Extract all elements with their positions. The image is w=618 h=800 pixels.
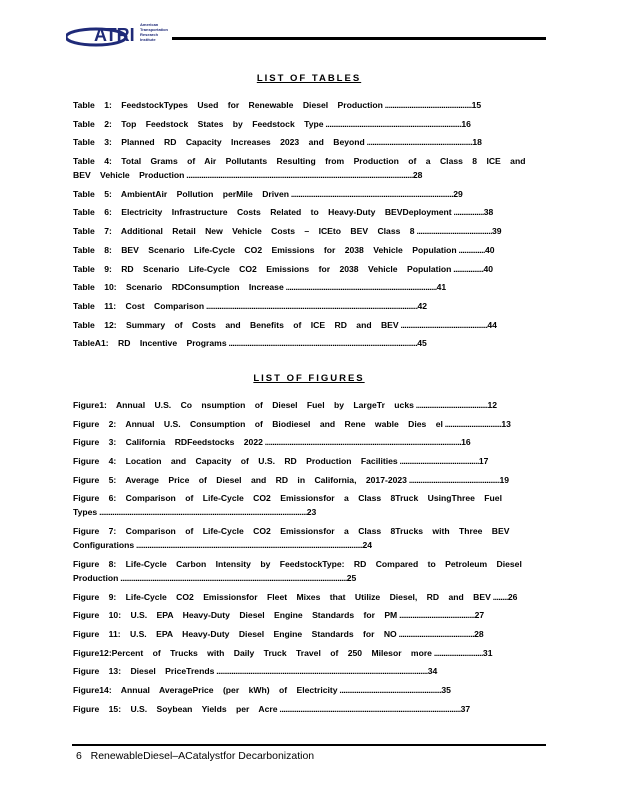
- table-entry[interactable]: [73, 117, 526, 131]
- dot-leader: ................: [451, 263, 484, 274]
- figure-title: Figure 9: Life-Cycle CO2 Emissionsfor Fleet Mixes that Utilize Diesel, RD and BEV: [73, 591, 491, 602]
- dot-leader: ..............................................................................................................: [97, 507, 307, 518]
- table-entry[interactable]: [73, 205, 526, 219]
- figure-page-number: 25: [346, 572, 357, 583]
- figures-list: [73, 398, 526, 720]
- logo-text: ATRI: [94, 25, 135, 45]
- tables-list: [73, 98, 526, 355]
- table-page-number: 39: [491, 226, 502, 237]
- table-title: TableA1: RD Incentive Programs: [73, 338, 227, 349]
- dot-leader: ........................................................................: [323, 118, 462, 129]
- figure-title: Figure1: Annual U.S. Co nsumption of Diesel Fuel by LargeTr ucks: [73, 400, 414, 410]
- figure-entry[interactable]: [73, 417, 526, 431]
- dot-leader: ........................................................................................................: [262, 437, 462, 448]
- figure-title: Figure 5: Average Price of Diesel and RD in California, 2017-2023: [73, 474, 407, 485]
- figure-entry[interactable]: [73, 454, 526, 468]
- dot-leader: ......................................................................................: [288, 188, 454, 199]
- table-entry[interactable]: [73, 224, 526, 238]
- footer-title: RenewableDiesel–ACatalystfor Decarbonization: [90, 750, 315, 762]
- table-title: Table 6: Electricity Infrastructure Costs Related to Heavy-Duty BEVDeployment: [73, 207, 452, 218]
- figure-entry[interactable]: [73, 627, 526, 641]
- dot-leader: ................................................................................................................: [204, 300, 418, 311]
- dot-leader: ..............................................: [382, 100, 472, 110]
- header-rule: [172, 37, 546, 40]
- table-title: Table 3: Planned RD Capacity Increases 2023 and Beyond: [73, 137, 365, 148]
- table-page-number: 38: [483, 207, 494, 218]
- figure-entry[interactable]: [73, 473, 526, 487]
- table-entry[interactable]: [73, 135, 526, 149]
- table-page-number: 44: [487, 319, 497, 330]
- table-entry[interactable]: [73, 318, 526, 332]
- dot-leader: ....................................................................................................: [226, 338, 418, 349]
- table-entry[interactable]: [73, 262, 526, 276]
- dot-leader: ........................................................: [364, 137, 473, 148]
- table-page-number: 42: [417, 300, 428, 311]
- figure-title: Figure14: Annual AveragePrice (per kWh) of Electricity: [73, 684, 338, 695]
- table-page-number: 41: [436, 282, 447, 293]
- table-title: Table 1: FeedstockTypes Used for Renewable Diesel Production: [73, 100, 383, 110]
- figure-page-number: 31: [482, 647, 493, 658]
- dot-leader: ........................................................................................................................: [184, 170, 413, 181]
- footer-page-number: 6: [76, 750, 82, 762]
- footer-rule: [72, 744, 546, 746]
- figure-title: Figure12:Percent of Trucks with Daily Truck Travel of 250 Milesor more: [73, 647, 432, 658]
- figure-title: Figure 8: Life-Cycle Carbon Intensity by FeedstockType: RD Compared to Petroleum Diesel Production: [73, 558, 522, 583]
- figure-page-number: 26: [507, 591, 518, 602]
- dot-leader: ................................................................................................: [277, 703, 461, 714]
- figure-title: Figure 15: U.S. Soybean Yields per Acre: [73, 703, 278, 714]
- dot-leader: ..............................................: [398, 319, 488, 330]
- figure-entry[interactable]: [73, 524, 526, 552]
- table-title: Table 2: Top Feedstock States by Feedstock Type: [73, 118, 324, 129]
- figure-title: Figure 2: Annual U.S. Consumption of Biodiesel and Rene wable Dies el: [73, 418, 443, 429]
- dot-leader: ......................................: [413, 400, 488, 410]
- table-page-number: 18: [472, 137, 482, 148]
- dot-leader: ........................................: [414, 226, 492, 237]
- table-page-number: 40: [484, 244, 495, 255]
- table-entry[interactable]: [73, 336, 526, 350]
- dot-leader: ................: [451, 207, 484, 218]
- table-entry[interactable]: [73, 243, 526, 257]
- figure-title: Figure 6: Comparison of Life-Cycle CO2 Emissionsfor a Class 8Truck UsingThree Fuel Types: [73, 493, 502, 518]
- figure-title: Figure 10: U.S. EPA Heavy-Duty Diesel Engine Standards for PM: [73, 610, 398, 621]
- figures-heading: LIST OF FIGURES: [253, 373, 365, 384]
- table-page-number: 15: [471, 100, 482, 110]
- table-title: Table 11: Cost Comparison: [73, 300, 205, 311]
- table-page-number: 45: [417, 338, 427, 349]
- table-entry[interactable]: [73, 154, 526, 182]
- table-title: Table 8: BEV Scenario Life-Cycle CO2 Emissions for 2038 Vehicle Population: [73, 244, 457, 255]
- table-page-number: 40: [483, 263, 494, 274]
- tables-heading: LIST OF TABLES: [256, 73, 362, 84]
- figure-entry[interactable]: [73, 491, 526, 519]
- dot-leader: ........................................: [397, 610, 475, 621]
- figure-entry[interactable]: [73, 398, 526, 412]
- figure-entry[interactable]: [73, 664, 526, 678]
- dot-leader: ........................................: [396, 628, 475, 639]
- dot-leader: ..........................: [431, 647, 483, 658]
- dot-leader: ..........................................: [397, 456, 479, 467]
- figure-title: Figure 7: Comparison of Life-Cycle CO2 Emissionsfor a Class 8Trucks with Three BEV Configurations: [73, 526, 510, 551]
- dot-leader: ........................................................................................................................: [134, 540, 363, 551]
- figure-entry[interactable]: [73, 557, 526, 585]
- figure-page-number: 19: [499, 474, 510, 485]
- figure-entry[interactable]: [73, 590, 526, 604]
- footer: [76, 750, 314, 762]
- figure-title: Figure 4: Location and Capacity of U.S. RD Production Facilities: [73, 456, 398, 467]
- figure-title: Figure 13: Diesel PriceTrends: [73, 666, 215, 677]
- figure-title: Figure 3: California RDFeedstocks 2022: [73, 437, 263, 448]
- table-title: Table 9: RD Scenario Life-Cycle CO2 Emissions for 2038 Vehicle Population: [73, 263, 452, 274]
- dot-leader: ........................................................................................................................: [118, 572, 347, 583]
- figure-page-number: 12: [487, 400, 498, 410]
- table-entry[interactable]: [73, 280, 526, 294]
- logo-subtitle: American Transportation Research Institute: [140, 22, 169, 42]
- table-entry[interactable]: [73, 187, 526, 201]
- dot-leader: ..............: [456, 244, 485, 255]
- table-page-number: 28: [412, 170, 423, 181]
- table-title: Table 5: AmbientAir Pollution perMile Driven: [73, 188, 289, 199]
- figure-page-number: 16: [461, 437, 471, 448]
- table-title: Table 7: Additional Retail New Vehicle Costs – ICEto BEV Class 8: [73, 226, 415, 237]
- figure-page-number: 27: [474, 610, 485, 621]
- dot-leader: ................................................................................: [283, 282, 437, 293]
- dot-leader: ................................................: [406, 474, 500, 485]
- table-entry[interactable]: [73, 299, 526, 313]
- dot-leader: ................................................................................................................: [214, 666, 428, 677]
- table-title: Table 10: Scenario RDConsumption Increase: [73, 282, 284, 293]
- figure-entry[interactable]: [73, 683, 526, 697]
- dot-leader: ......................................................: [337, 684, 442, 695]
- figure-page-number: 37: [460, 703, 471, 714]
- figure-entry[interactable]: [73, 702, 526, 716]
- figure-page-number: 13: [501, 418, 511, 429]
- figure-page-number: 28: [474, 628, 484, 639]
- table-title: Table 4: Total Grams of Air Pollutants Resulting from Production of a Class 8 ICE and BEV Vehicle Production: [73, 156, 526, 181]
- figure-page-number: 23: [306, 507, 317, 518]
- figure-entry[interactable]: [73, 435, 526, 449]
- figure-page-number: 24: [362, 540, 373, 551]
- figure-entry[interactable]: [73, 608, 526, 622]
- table-page-number: 29: [453, 188, 463, 199]
- figure-title: Figure 11: U.S. EPA Heavy-Duty Diesel Engine Standards for NO: [73, 628, 397, 639]
- table-entry[interactable]: [73, 98, 526, 112]
- figure-entry[interactable]: [73, 646, 526, 660]
- figure-page-number: 35: [441, 684, 451, 695]
- table-title: Table 12: Summary of Costs and Benefits of ICE RD and BEV: [73, 319, 399, 330]
- figure-page-number: 34: [427, 666, 438, 677]
- table-page-number: 16: [461, 118, 471, 129]
- figure-page-number: 17: [478, 456, 489, 467]
- dot-leader: ..............................: [442, 418, 502, 429]
- dot-leader: ........: [490, 591, 508, 602]
